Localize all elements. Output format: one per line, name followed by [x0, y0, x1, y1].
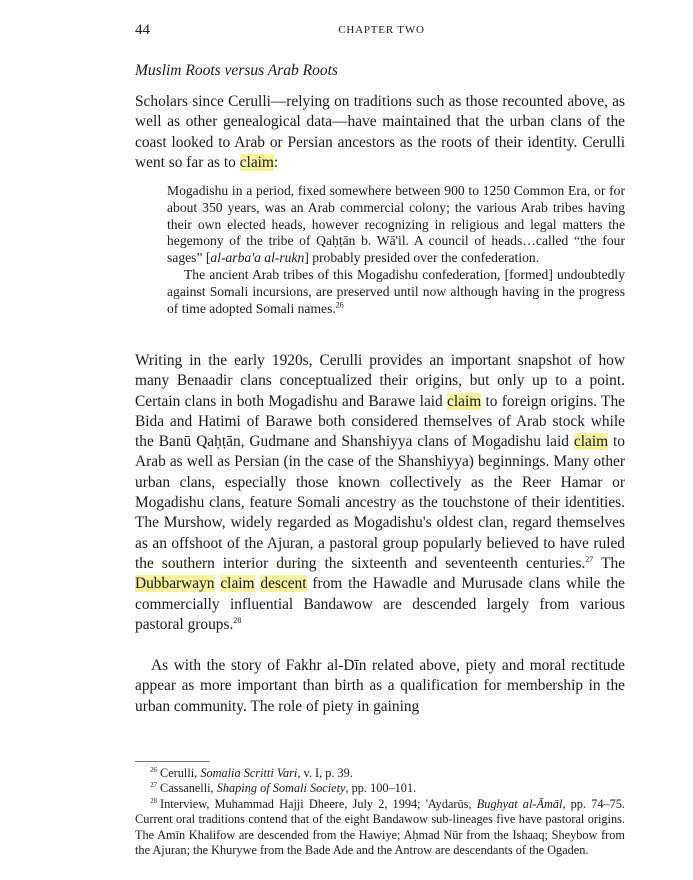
footnote-ref-27[interactable]: 27 — [585, 554, 594, 564]
footnote-text: Cerulli, — [160, 766, 201, 780]
footnote-27 — [135, 781, 625, 796]
footnote-number: 27 — [150, 781, 157, 790]
footnote-divider — [135, 761, 210, 762]
footnote-text-end: , v. I, p. 39. — [297, 766, 353, 780]
paragraph-intro-text: Scholars since Cerulli—relying on traditions such as those recounted above, as well as other genealogical data—have maintained that the urban clans of the coast looked to Arab or Persian ancestors as the roots of their identity. Cerulli went so far as to — [135, 93, 625, 171]
highlight-claim-4[interactable]: claim — [220, 575, 255, 593]
page-header — [135, 22, 628, 42]
block-quote-paragraph-2 — [167, 267, 625, 317]
footnote-number: 28 — [150, 796, 157, 805]
paragraph-intro-end: : — [273, 153, 279, 171]
paragraph-piety: As with the story of Fakhr al-Dīn related above, piety and moral rectitude appear as more important than birth as a qualification for membership in the urban community. The role of piety in gaining — [135, 657, 625, 715]
footnote-ref-28[interactable]: 28 — [233, 615, 242, 625]
block-quote-text-2: The ancient Arab tribes of this Mogadishu confederation, [formed] undoubtedly against Somali incursions, are preserved until now although having in the progress of time adopted Somali names. — [167, 266, 625, 316]
block-quote-paragraph-1 — [167, 183, 625, 267]
paragraph-clans-text-2: to foreign origins. The Bida and Hatimi of Barawe both considered themselves of Arab stock while the Banū Qaḥṭān, Gudmane and Shanshiyya clans of Mogadishu laid — [135, 392, 625, 451]
footnote-text: Interview, Muhammad Hajji Dheere, July 2, 1994; 'Aydarūs, — [160, 796, 477, 811]
paragraph-clans-text-5: from the Hawadle and Murusade clans while the commercially influential Bandawow are descended largely from various pastoral groups. — [135, 575, 625, 633]
footnote-ref-26[interactable]: 26 — [335, 300, 344, 310]
footnote-26 — [135, 766, 625, 781]
highlight-descent[interactable]: descent — [260, 575, 307, 593]
highlight-claim-2[interactable]: claim — [447, 392, 482, 410]
running-head: CHAPTER TWO — [338, 24, 425, 36]
paragraph-clans-text-1: Writing in the early 1920s, Cerulli provides an important snapshot of how many Benaadir clans conceptualized their origins, but only up to a point. Certain clans in both Mogadishu and Barawe laid — [135, 352, 625, 410]
paragraph-intro — [135, 92, 625, 173]
footnote-text-end: , pp. 74–75. Current oral traditions contend that of the eight Bandawow sub-lineages five have pastoral origins. The Amīn Khalifow are descended from the Hawiye; Aḥmad Nūr from the Ishaaq; Sheybow from the Ajuran; the Khurywe from the Bade Ade and the Antrow are descendants of the Ogaden. — [135, 796, 625, 858]
footnote-title: Bughyat al-Āmāl — [476, 796, 563, 811]
footnote-text: Cassanelli, — [160, 781, 217, 796]
page-number: 44 — [135, 22, 150, 38]
paragraph-clans-text-4: The — [593, 554, 625, 572]
block-quote — [167, 183, 625, 317]
highlight-dubbarwayn[interactable]: Dubbarwayn — [135, 575, 215, 593]
block-quote-italic-term: al-arba'a al-rukn — [210, 250, 305, 266]
footnote-text-end: , pp. 100–101. — [345, 781, 417, 796]
footnotes — [135, 766, 625, 858]
block-quote-text-1-end: ] probably presided over the confederation. — [304, 250, 540, 266]
footnote-28 — [135, 797, 625, 859]
block-quote-text-1: Mogadishu in a period, fixed somewhere between 900 to 1250 Common Era, or for about 350 years, was an Arab commercial colony; the various Arab tribes having their own elected heads, however recognizing in religious and legal matters the hegemony of the tribe of Qaḥṭān b. Wā'il. A council of heads…called “the four sages” [ — [167, 183, 625, 266]
footnote-number: 26 — [150, 765, 157, 774]
footnote-title: Shaping of Somali Society — [216, 781, 346, 796]
paragraph-clans-text-3: to Arab as well as Persian (in the case of the Shanshiyya) beginnings. Many other urban clans, especially those known collectively as the Reer Hamar or Mogadishu clans, feature Somali ancestry as the touchstone of their identities. The Murshow, widely regarded as Mogadishu's oldest clan, regard themselves as an offshoot of the Ajuran, a pastoral group popularly believed to have ruled the southern interior during the sixteenth and seventeenth centuries. — [135, 433, 625, 572]
section-heading: Muslim Roots versus Arab Roots — [135, 62, 338, 79]
paragraph-clans — [135, 351, 625, 635]
footnote-title: Somalia Scritti Vari — [200, 766, 298, 780]
highlight-claim[interactable]: claim — [239, 153, 274, 171]
highlight-claim-3[interactable]: claim — [573, 433, 609, 451]
